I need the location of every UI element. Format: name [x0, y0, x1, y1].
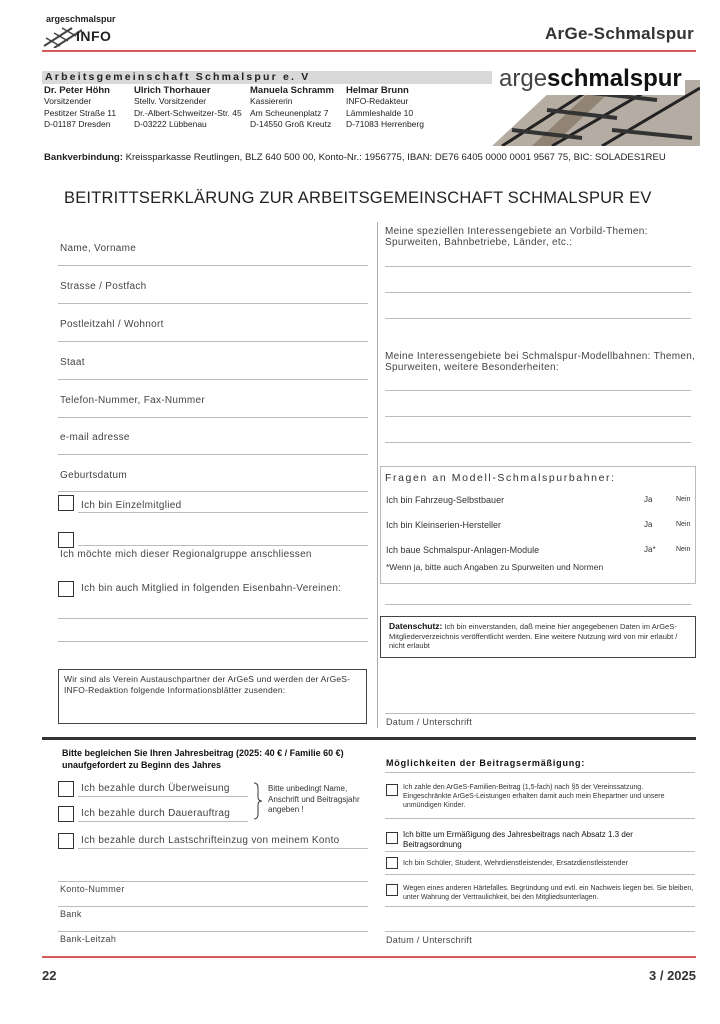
direct-debit-rule	[78, 848, 368, 849]
student-checkbox[interactable]	[386, 857, 398, 869]
question-3-ja[interactable]: Ja*	[644, 545, 656, 554]
question-1-ja[interactable]: Ja	[644, 495, 653, 504]
big-logo	[492, 60, 700, 146]
member-4	[346, 85, 446, 131]
questions-note: *Wenn ja, bitte auch Angaben zu Spurweiten und Normen	[386, 562, 604, 572]
interest-vorbild-label: Meine speziellen Interessengebiete an Vorbild-Themen: Spurweiten, Bahnbetriebe, Länder, etc.:	[385, 226, 648, 248]
question-2: Ich bin Kleinserien-Hersteller	[386, 520, 502, 530]
email-label: e-mail adresse	[60, 432, 130, 443]
question-1-nein[interactable]: Nein	[676, 496, 691, 503]
member-city: D-14550 Groß Kreutz	[250, 119, 332, 129]
question-2-nein[interactable]: Nein	[676, 521, 691, 528]
reduction-title: Möglichkeiten der Beitragsermäßigung:	[386, 758, 586, 768]
reduction-request-rule	[385, 851, 695, 852]
hardship-checkbox[interactable]	[386, 884, 398, 896]
bank-text: Kreissparkasse Reutlingen, BLZ 640 500 00, Konto-Nr.: 1956775, IBAN: DE76 6405 0000 0001 9567 75, BIC: SOLADES1REU	[125, 152, 666, 163]
bank-info	[44, 152, 704, 163]
signature-line-bottom[interactable]	[385, 931, 695, 932]
member-city: D-71083 Herrenberg	[346, 119, 424, 129]
interest-vorbild-field-3[interactable]	[385, 318, 691, 319]
member-city: D-03222 Lübbenau	[134, 119, 207, 129]
bank-code-label: Bank-Leitzah	[60, 934, 117, 944]
hardship-text: Wegen eines anderen Härtefalles. Begründung und evtl. ein Nachweis liegen bei. Sie bleiben, unter Wahrung der Vertraulichkeit, bei den Mitgliedsunterlagen.	[403, 885, 694, 901]
family-fee-rule	[385, 818, 695, 819]
hardship-rule	[385, 906, 695, 907]
signature-label-bottom: Datum / Unterschrift	[386, 935, 473, 945]
footer-rule	[42, 956, 696, 958]
transfer-checkbox[interactable]	[58, 781, 74, 797]
clubs-field-1[interactable]	[58, 618, 368, 619]
interest-modell-field-2[interactable]	[385, 416, 691, 417]
member-street: Dr.-Albert-Schweitzer-Str. 45	[134, 107, 242, 118]
transfer-label: Ich bezahle durch Überweisung	[81, 783, 230, 794]
question-1: Ich bin Fahrzeug-Selbstbauer	[386, 495, 505, 505]
questions-field[interactable]	[385, 604, 691, 605]
reduction-request-text: Ich bitte um Ermäßigung des Jahresbeitrags nach Absatz 1.3 der Beitragsordnung	[403, 830, 633, 849]
privacy-box[interactable]	[380, 616, 696, 658]
interest-modell-label: Meine Interessengebiete bei Schmalspur-Modellbahnen: Themen, Spurweiten, weitere Besonderheiten:	[385, 351, 696, 373]
name-label: Name, Vorname	[60, 243, 137, 254]
brace-note: Bitte unbedingt Name, Anschrift und Beitragsjahr angeben !	[268, 784, 360, 814]
signature-label-top: Datum / Unterschrift	[386, 717, 473, 727]
header-title: ArGe-Schmalspur	[544, 24, 694, 43]
clubs-label: Ich bin auch Mitglied in folgenden Eisenbahn-Vereinen:	[81, 583, 342, 594]
member-role: INFO-Redakteur	[346, 96, 409, 106]
privacy-text	[381, 617, 695, 656]
interest-vorbild-field-1[interactable]	[385, 266, 691, 267]
member-name: Helmar Brunn	[346, 85, 409, 96]
standing-order-checkbox[interactable]	[58, 806, 74, 822]
member-name: Dr. Peter Höhn	[44, 85, 110, 96]
member-1	[44, 85, 134, 131]
name-field[interactable]	[58, 265, 368, 266]
bank-name-label: Bank	[60, 909, 82, 919]
member-3	[250, 85, 350, 131]
member-street: Pestitzer Straße 11	[44, 107, 117, 118]
big-logo-light: arge	[499, 65, 548, 92]
interest-modell-field-3[interactable]	[385, 442, 691, 443]
member-role: Kassiererin	[250, 96, 293, 106]
transfer-rule	[78, 796, 248, 797]
privacy-body: Ich bin einverstanden, daß meine hier angegebenen Daten im ArGeS-Mitgliederverzeichnis veröffentlicht werden. Eine weitere Nutzung wird von mir erlaubt / nicht erlaubt	[389, 622, 678, 651]
form-title: BEITRITTSERKLÄRUNG ZUR ARBEITSGEMEINSCHAFT SCHMALSPUR EV	[64, 189, 652, 207]
single-member-label: Ich bin Einzelmitglied	[81, 500, 182, 511]
bank-label: Bankverbindung:	[44, 152, 123, 163]
clubs-checkbox[interactable]	[58, 581, 74, 597]
email-field[interactable]	[58, 454, 368, 455]
country-field[interactable]	[58, 379, 368, 380]
account-number-field[interactable]	[58, 881, 368, 882]
zip-city-field[interactable]	[58, 341, 368, 342]
account-number-label: Konto-Nummer	[60, 884, 125, 894]
bank-name-field[interactable]	[58, 906, 368, 907]
student-rule	[385, 874, 695, 875]
single-member-rule	[78, 512, 368, 513]
phone-field[interactable]	[58, 417, 368, 418]
member-2	[134, 85, 252, 131]
big-logo-text	[496, 66, 685, 95]
page-number: 22	[42, 968, 57, 983]
clubs-field-2[interactable]	[58, 641, 368, 642]
issue-number: 3 / 2025	[649, 968, 696, 983]
reduction-title-rule	[385, 772, 695, 773]
signature-line-top[interactable]	[385, 713, 695, 714]
direct-debit-checkbox[interactable]	[58, 833, 74, 849]
street-label: Strasse / Postfach	[60, 281, 147, 292]
header-rule	[42, 50, 696, 52]
phone-label: Telefon-Nummer, Fax-Nummer	[60, 395, 206, 406]
single-member-checkbox[interactable]	[58, 495, 74, 511]
region-label: Ich möchte mich dieser Regionalgruppe anschliessen	[60, 549, 312, 560]
region-checkbox[interactable]	[58, 532, 74, 548]
member-name: Manuela Schramm	[250, 85, 334, 96]
reduction-request-checkbox[interactable]	[386, 832, 398, 844]
member-name: Ulrich Thorhauer	[134, 85, 211, 96]
interest-vorbild-field-2[interactable]	[385, 292, 691, 293]
birthdate-label: Geburtsdatum	[60, 470, 127, 481]
bank-code-field[interactable]	[58, 931, 368, 932]
family-fee-checkbox[interactable]	[386, 784, 398, 796]
direct-debit-label: Ich bezahle durch Lastschrifteinzug von meinem Konto	[81, 835, 340, 846]
column-divider	[377, 222, 378, 728]
privacy-label: Datenschutz:	[389, 621, 443, 631]
zip-city-label: Postleitzahl / Wohnort	[60, 319, 164, 330]
member-role: Vorsitzender	[44, 96, 92, 106]
logo-text: argeschmalspur	[46, 14, 116, 24]
exchange-box[interactable]	[58, 669, 367, 724]
birthdate-field[interactable]	[58, 491, 368, 492]
questions-title: Fragen an Modell-Schmalspurbahner:	[385, 472, 616, 484]
payment-title: Bitte begleichen Sie Ihren Jahresbeitrag (2025: 40 € / Familie 60 €) unaufgefordert zu Beginn des Jahres	[62, 748, 344, 770]
country-label: Staat	[60, 357, 85, 368]
exchange-text: Wir sind als Verein Austauschpartner der ArGeS und werden der ArGeS-INFO-Redaktion folgende Informationsblätter zusenden:	[64, 674, 351, 695]
family-fee-text: Ich zahle den ArGeS-Familien-Beitrag (1,5-fach) nach §5 der Vereinssatzung. Eingeschränkte ArGeS-Leistungen erhalten damit auch mein Ehepartner und unsere unmündigen Kinder.	[403, 784, 665, 809]
org-name: Arbeitsgemeinschaft Schmalspur e. V	[42, 71, 492, 84]
student-text: Ich bin Schüler, Student, Wehrdienstleistender, Ersatzdienstleistender	[403, 858, 628, 867]
member-street: Lämmleshalde 10	[346, 107, 414, 118]
member-street: Am Scheunenplatz 7	[250, 107, 329, 118]
street-field[interactable]	[58, 303, 368, 304]
header-logo	[42, 14, 116, 48]
standing-order-label: Ich bezahle durch Dauerauftrag	[81, 808, 231, 819]
member-city: D-01187 Dresden	[44, 119, 111, 129]
question-3-nein[interactable]: Nein	[676, 546, 691, 553]
section-divider	[42, 737, 696, 740]
member-role: Stellv. Vorsitzender	[134, 96, 207, 106]
interest-modell-field-1[interactable]	[385, 390, 691, 391]
standing-order-rule	[78, 821, 248, 822]
question-2-ja[interactable]: Ja	[644, 520, 653, 529]
big-logo-bold: schmalspur	[547, 65, 682, 92]
brace-icon	[252, 782, 264, 820]
question-3: Ich baue Schmalspur-Anlagen-Module	[386, 545, 540, 555]
region-field[interactable]	[78, 545, 368, 546]
logo-info: INFO	[76, 28, 112, 44]
